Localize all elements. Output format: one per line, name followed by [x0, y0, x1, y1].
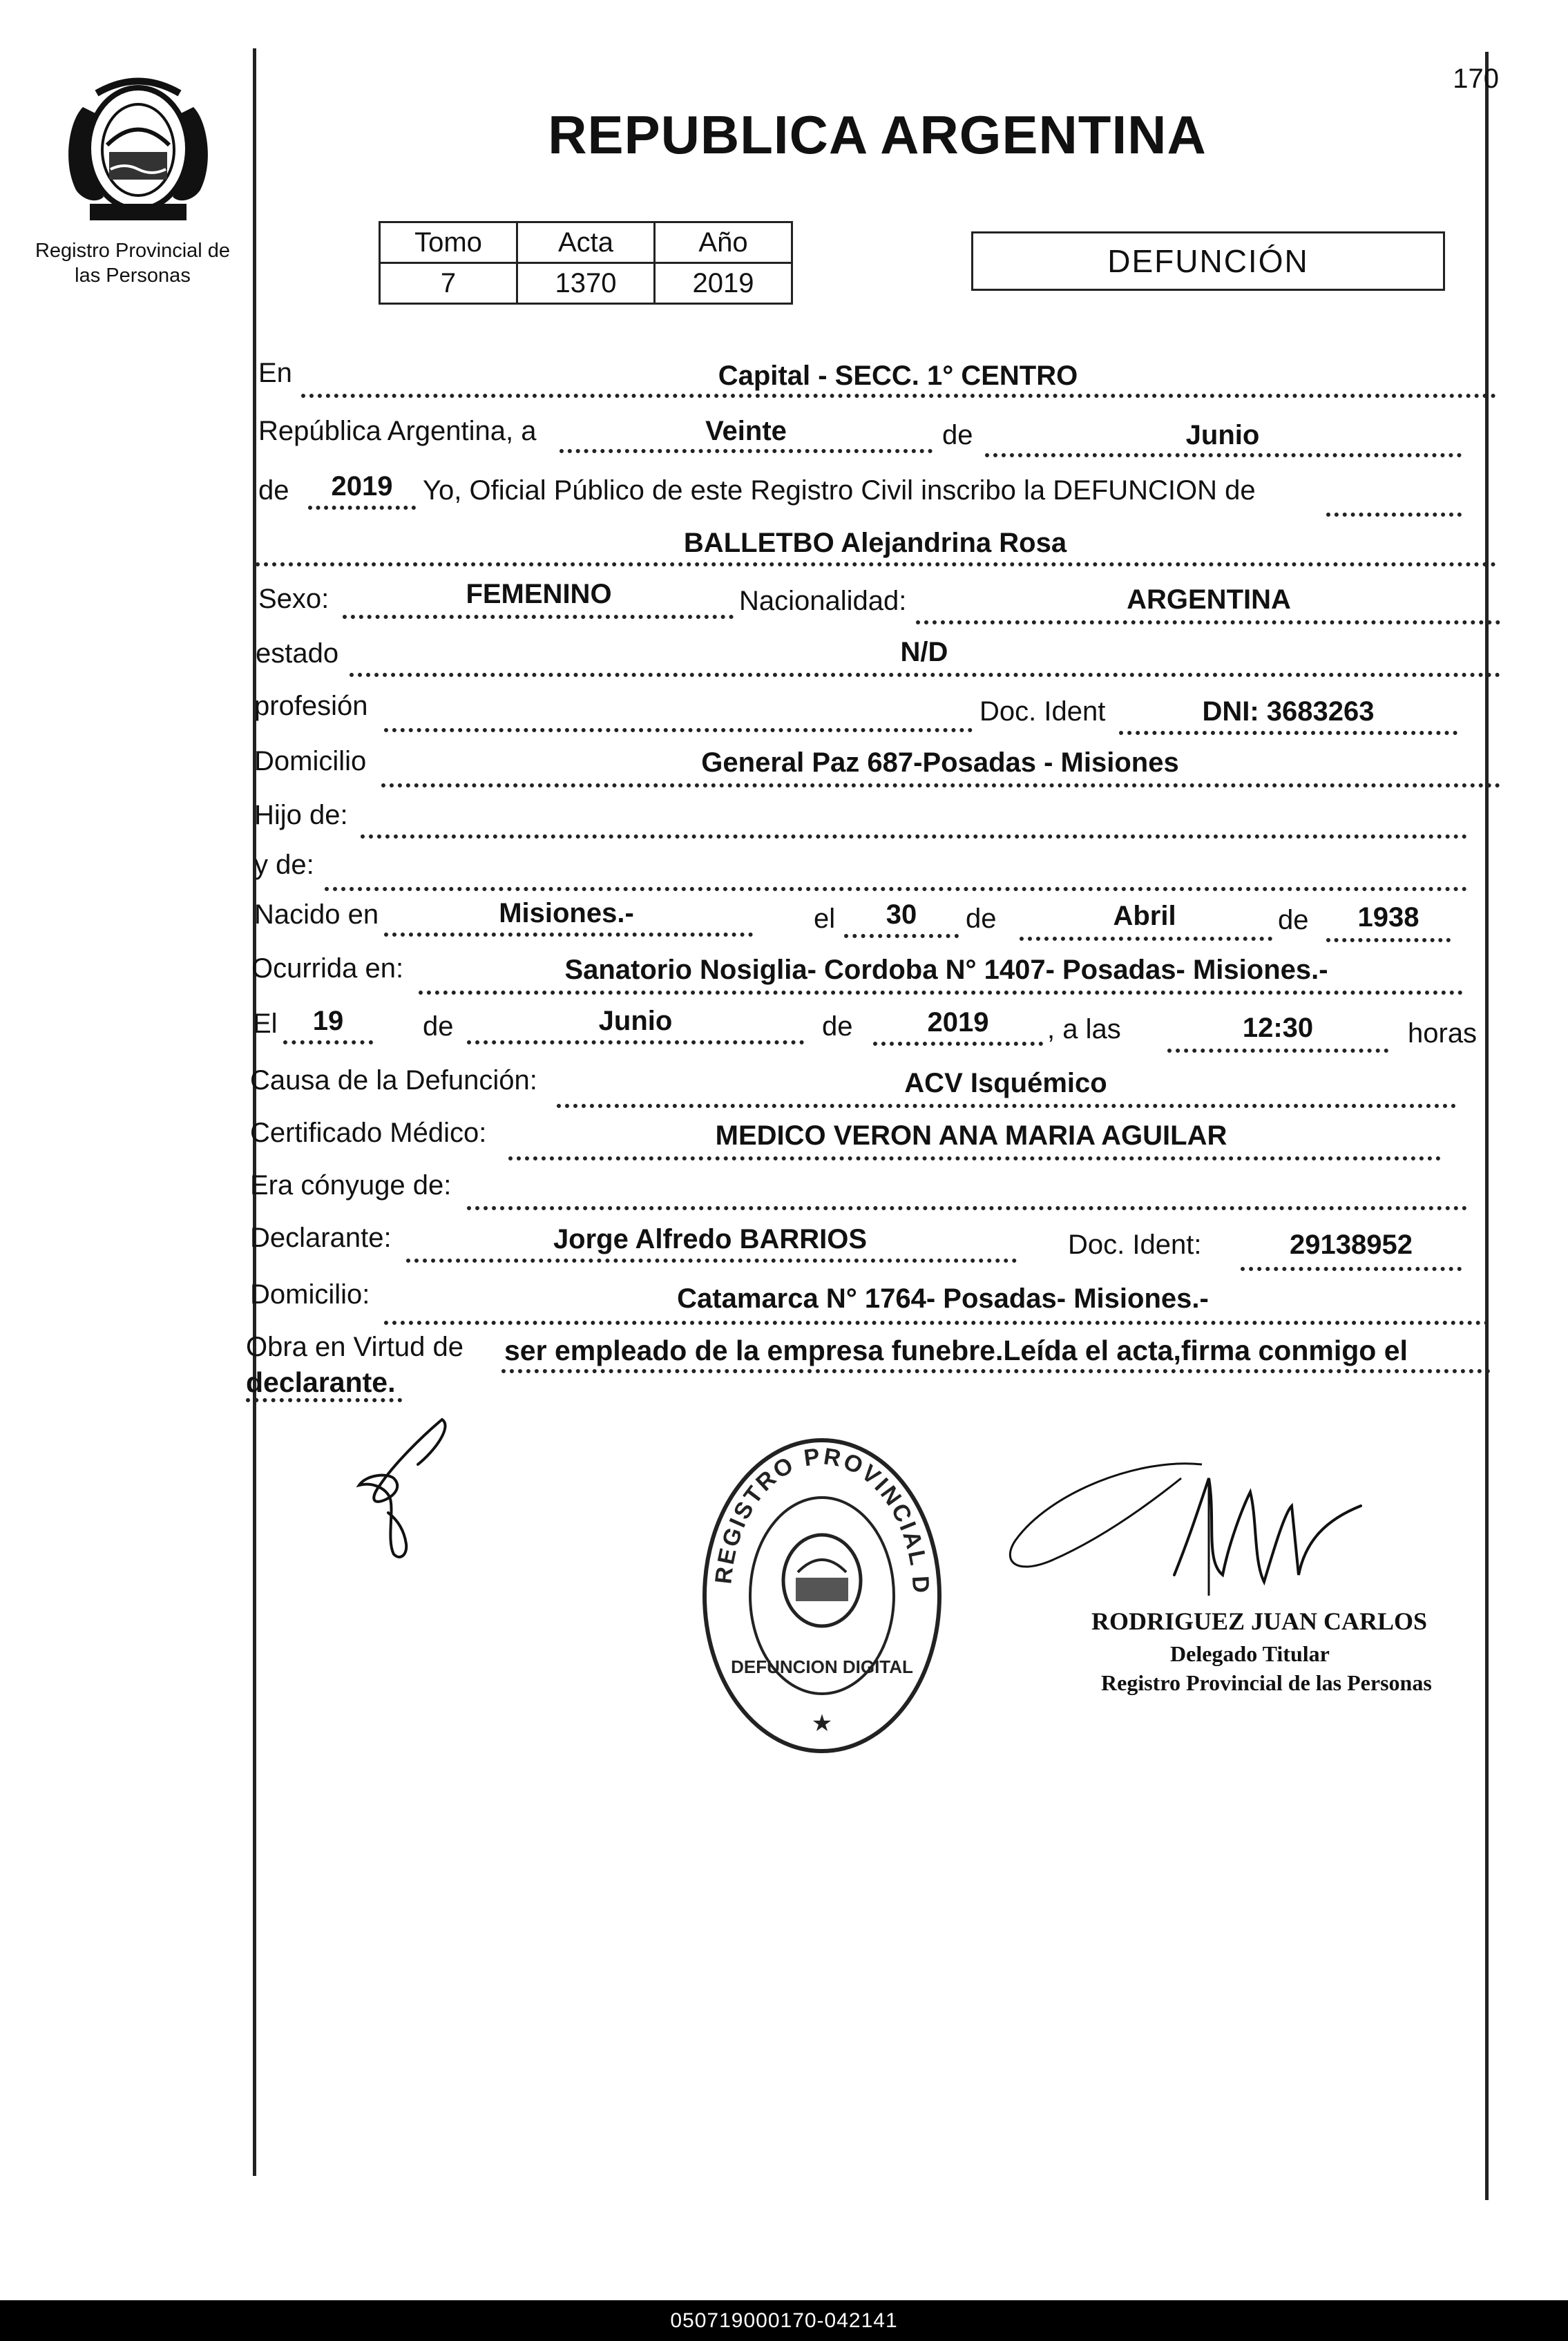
dia-dotted-line — [560, 449, 933, 453]
nacido-anio-value: 1938 — [1357, 902, 1419, 933]
mes-value: Junio — [1185, 420, 1260, 450]
register-header-tomo: Tomo — [380, 222, 517, 263]
dia-value: Veinte — [705, 416, 787, 446]
alas-label: , a las — [1047, 1014, 1121, 1044]
official-oval-stamp — [691, 1430, 953, 1761]
estado-dotted-line — [350, 673, 1500, 677]
register-value-acta: 1370 — [517, 263, 655, 304]
nacido-lugar-value: Misiones.- — [499, 898, 634, 928]
doc-ident-label: Doc. Ident — [979, 696, 1106, 727]
profesion-dotted-line — [384, 728, 973, 732]
en-dotted-line — [301, 394, 1496, 398]
doc2-value: 29138952 — [1290, 1230, 1413, 1260]
ocurrida-dotted-line — [419, 991, 1463, 995]
sexo-value: FEMENINO — [466, 579, 612, 609]
mes-dotted-line — [985, 453, 1462, 457]
domicilio2-dotted-line — [384, 1321, 1489, 1325]
yde-dotted-line — [325, 887, 1467, 891]
de4-label: de — [1278, 905, 1309, 935]
en-value: Capital - SECC. 1° CENTRO — [718, 361, 1078, 391]
de6-label: de — [822, 1011, 853, 1042]
estado-value: N/D — [900, 637, 948, 667]
nacionalidad-label: Nacionalidad: — [739, 586, 907, 616]
certificado-dotted-line — [508, 1156, 1441, 1160]
register-value-tomo: 7 — [380, 263, 517, 304]
ocurrida-value: Sanatorio Nosiglia- Cordoba N° 1407- Posadas- Misiones.- — [564, 955, 1328, 985]
oficial-text: Yo, Oficial Público de este Registro Civil inscribo la DEFUNCION de — [423, 475, 1256, 506]
declarant-signature — [332, 1409, 484, 1575]
fallec-anio-dotted-line — [873, 1042, 1043, 1046]
register-value-row — [380, 263, 792, 304]
sexo-dotted-line — [343, 615, 734, 619]
yde-label: y de: — [254, 850, 314, 880]
obra-dotted-line — [501, 1369, 1491, 1373]
anio-value: 2019 — [331, 471, 393, 501]
obra-line2-dotted-line — [246, 1398, 402, 1402]
obra-value-line2: declarante. — [246, 1366, 396, 1398]
de3-label: de — [966, 904, 997, 934]
nombre-dotted-line — [256, 562, 1496, 566]
fallec-anio-value: 2019 — [927, 1007, 989, 1038]
fallec-dia-value: 19 — [312, 1006, 344, 1036]
nacido-dia-value: 30 — [886, 899, 917, 930]
official-signature — [1002, 1437, 1430, 1609]
sexo-label: Sexo: — [258, 584, 329, 614]
logo-caption-line1: Registro Provincial de — [35, 240, 231, 262]
register-header-anio: Año — [655, 222, 792, 263]
domicilio2-label: Domicilio: — [250, 1279, 370, 1310]
footer-code: 050719000170-042141 — [0, 2300, 1568, 2341]
official-role: Delegado Titular — [1170, 1641, 1330, 1666]
profesion-label: profesión — [254, 691, 368, 721]
de5-label: de — [423, 1011, 454, 1042]
register-table — [379, 221, 793, 305]
document-title: REPUBLICA ARGENTINA — [548, 104, 1207, 165]
fallec-hora-value: 12:30 — [1242, 1013, 1314, 1043]
hijo-label: Hijo de: — [254, 800, 348, 830]
declarante-value: Jorge Alfredo BARRIOS — [553, 1224, 868, 1254]
register-value-anio: 2019 — [655, 263, 792, 304]
nacido-lugar-dotted-line — [384, 933, 753, 937]
en-label: En — [258, 358, 292, 388]
causa-label: Causa de la Defunción: — [250, 1065, 537, 1096]
certificado-label: Certificado Médico: — [250, 1118, 487, 1148]
doc-ident-value: DNI: 3683263 — [1202, 696, 1375, 727]
fallec-hora-dotted-line — [1167, 1049, 1388, 1053]
nacido-mes-dotted-line — [1020, 937, 1272, 941]
ocurrida-label: Ocurrida en: — [251, 953, 404, 984]
obra-label: Obra en Virtud de — [246, 1332, 464, 1362]
logo-caption — [15, 238, 250, 288]
domicilio2-value: Catamarca N° 1764- Posadas- Misiones.- — [677, 1283, 1209, 1314]
de-label: de — [942, 420, 973, 450]
page-number: 170 — [1453, 64, 1499, 94]
stamp-star: ★ — [811, 1710, 833, 1737]
stamp-inner-text: DEFUNCION DIGITAL — [731, 1656, 913, 1677]
register-header-acta: Acta — [517, 222, 655, 263]
certificado-value: MEDICO VERON ANA MARIA AGUILAR — [715, 1120, 1227, 1151]
official-name: RODRIGUEZ JUAN CARLOS — [1091, 1607, 1428, 1635]
deceased-name: BALLETBO Alejandrina Rosa — [683, 528, 1067, 558]
nacido-dia-dotted-line — [844, 934, 959, 938]
nacionalidad-value: ARGENTINA — [1127, 584, 1291, 615]
estado-label: estado — [256, 638, 339, 669]
fallec-mes-dotted-line — [467, 1040, 804, 1044]
el-label: el — [814, 904, 836, 934]
document-type-box: DEFUNCIÓN — [971, 231, 1445, 291]
domicilio-label: Domicilio — [254, 746, 367, 776]
nacido-label: Nacido en — [254, 899, 379, 930]
anio-dotted-line — [308, 506, 416, 510]
fallec-dia-dotted-line — [283, 1040, 373, 1044]
de2-label: de — [258, 475, 289, 506]
domicilio-value: General Paz 687-Posadas - Misiones — [701, 747, 1179, 778]
doc2-label: Doc. Ident: — [1068, 1230, 1202, 1260]
register-header-row — [380, 222, 792, 263]
logo-caption-line2: las Personas — [75, 265, 191, 287]
nacionalidad-dotted-line — [916, 620, 1500, 624]
doc2-dotted-line — [1241, 1267, 1462, 1271]
republica-label: República Argentina, a — [258, 416, 537, 446]
oficial-dotted-line — [1326, 513, 1462, 517]
causa-dotted-line — [557, 1104, 1456, 1108]
nacido-anio-dotted-line — [1326, 938, 1451, 942]
doc-ident-dotted-line — [1119, 731, 1457, 735]
fallec-mes-value: Junio — [598, 1006, 673, 1036]
domicilio-dotted-line — [381, 783, 1500, 787]
horas-label: horas — [1408, 1018, 1478, 1049]
el2-label: El — [253, 1009, 278, 1039]
nacido-mes-value: Abril — [1113, 901, 1176, 931]
hijo-dotted-line — [361, 834, 1467, 839]
stamp-outer-text: REGISTRO PROVINCIAL D — [710, 1443, 935, 1596]
official-office: Registro Provincial de las Personas — [1101, 1670, 1432, 1695]
causa-value: ACV Isquémico — [904, 1068, 1107, 1098]
obra-value: ser empleado de la empresa funebre.Leída el acta,firma conmigo el — [504, 1335, 1408, 1366]
declarante-dotted-line — [406, 1259, 1017, 1263]
conyuge-dotted-line — [467, 1206, 1467, 1210]
conyuge-label: Era cónyuge de: — [250, 1170, 452, 1201]
declarante-label: Declarante: — [250, 1223, 392, 1253]
left-margin-rule — [253, 48, 256, 2176]
